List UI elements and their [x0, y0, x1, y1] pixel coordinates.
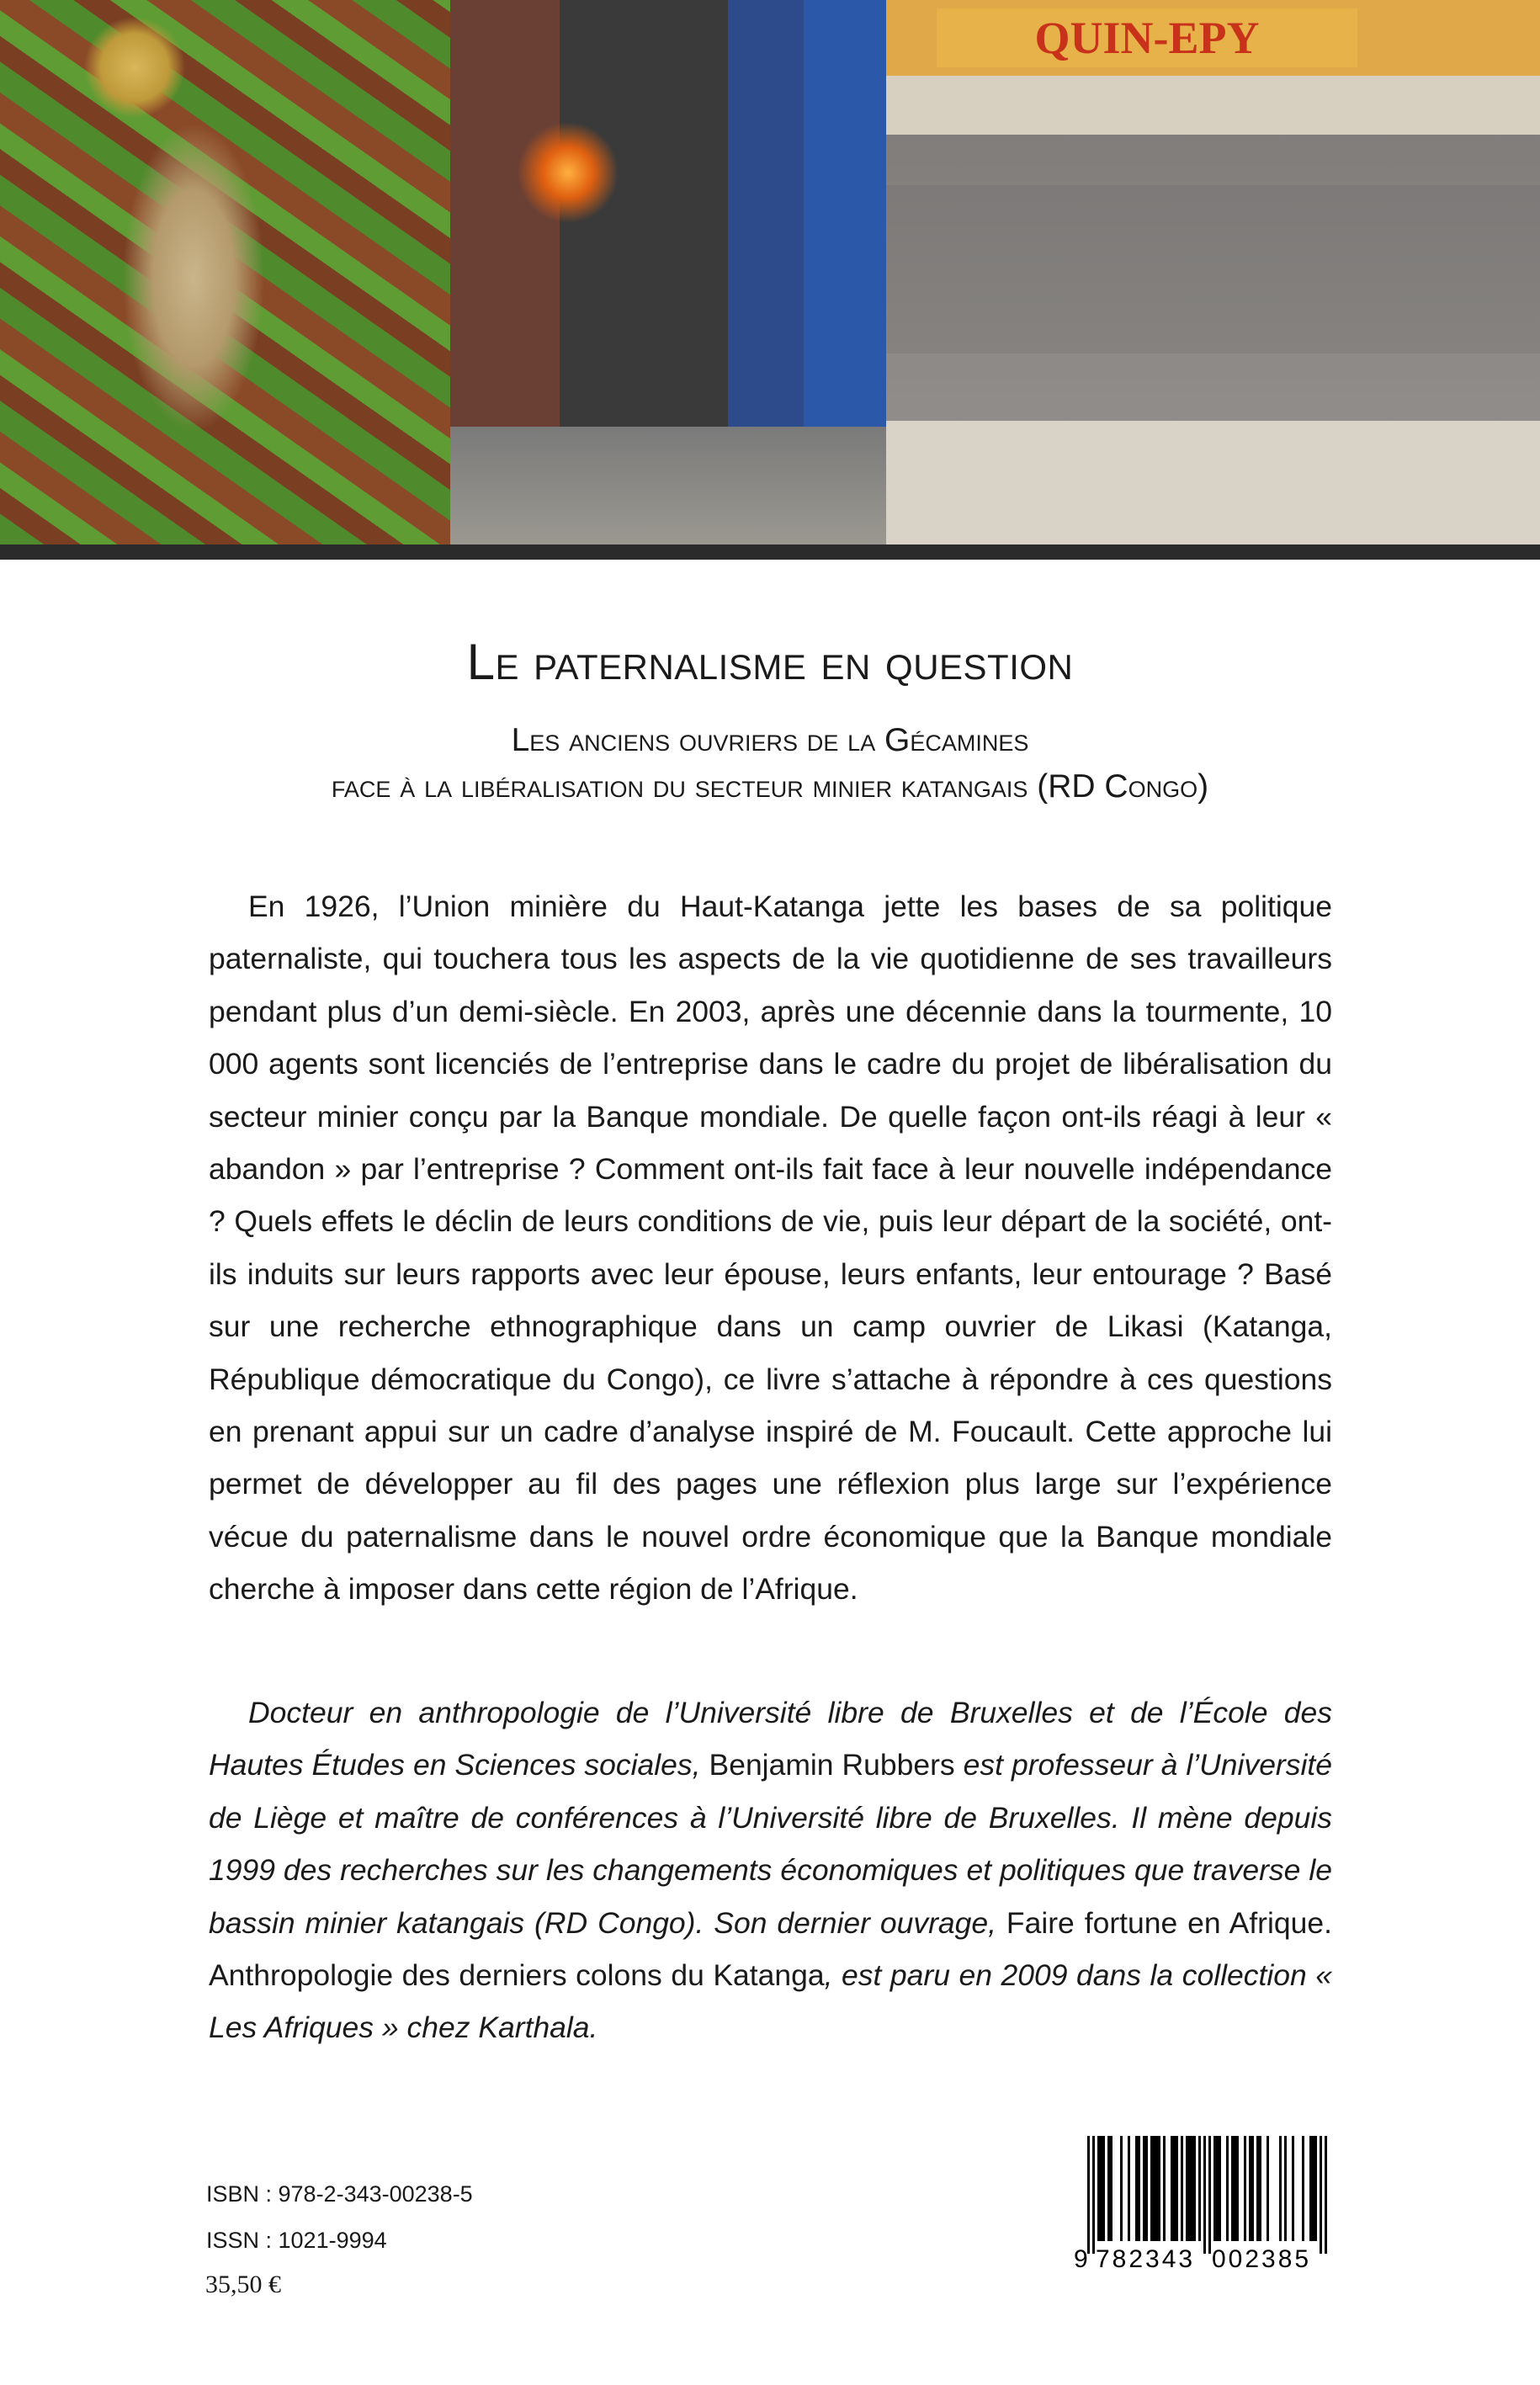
barcode	[1070, 2136, 1336, 2271]
bio-part-3: , est paru en 2009 dans la collection « Les Afriques » chez Karthala.	[209, 1958, 1332, 2045]
barcode-bar	[1193, 2136, 1196, 2241]
author-bio	[209, 1686, 1332, 2054]
barcode-bar	[1231, 2136, 1234, 2241]
barcode-bar	[1219, 2136, 1221, 2241]
barcode-bar	[1188, 2136, 1191, 2241]
barcode-bar	[1256, 2136, 1259, 2241]
photo-farmer-in-field	[0, 0, 450, 544]
barcode-bar	[1244, 2136, 1246, 2241]
crowd	[886, 135, 1540, 421]
barcode-bar	[1251, 2136, 1254, 2241]
barcode-bar	[1279, 2136, 1282, 2241]
barcode-bar	[1135, 2136, 1138, 2241]
barcode-bar	[1267, 2136, 1269, 2241]
barcode-bar	[1191, 2136, 1193, 2241]
barcode-bar	[1213, 2136, 1216, 2241]
previous-book-title: Faire fortune en Afrique. Anthropologie des derniers colons du Katanga	[209, 1905, 1332, 1993]
barcode-bar	[1309, 2136, 1312, 2241]
barcode-bar	[1102, 2136, 1105, 2241]
barcode-bar	[1325, 2136, 1327, 2254]
barcode-bar	[1259, 2136, 1261, 2241]
barcode-bar	[1186, 2136, 1188, 2241]
bio-part-1: Docteur en anthropologie de l’Université libre de Bruxelles et de l’École des Hautes Études en Sciences sociales,	[209, 1696, 1332, 1782]
barcode-bar	[1181, 2136, 1183, 2241]
barcode-bar	[1087, 2136, 1090, 2254]
barcode-bar	[1100, 2136, 1102, 2241]
barcode-bar	[1158, 2136, 1160, 2241]
book-subtitle-line-1: Les anciens ouvriers de la Gécamines	[511, 722, 1029, 758]
photo-workers-protest	[886, 0, 1540, 544]
price: 35,50 €	[205, 2271, 281, 2298]
barcode-bar	[1314, 2136, 1317, 2241]
barcode-bar	[1226, 2136, 1229, 2241]
author-name: Benjamin Rubbers	[700, 1748, 964, 1782]
barcode-bar	[1097, 2136, 1100, 2241]
barcode-bar	[1173, 2136, 1176, 2241]
barcode-bar	[1198, 2136, 1201, 2241]
barcode-bar	[1249, 2136, 1251, 2241]
cover-photo-strip	[0, 0, 1540, 544]
barcode-bar	[1092, 2136, 1095, 2254]
photo-mine-workers	[450, 0, 886, 544]
barcode-bar	[1176, 2136, 1178, 2241]
barcode-bar	[1120, 2136, 1123, 2241]
barcode-bar	[1320, 2136, 1322, 2254]
barcode-bar	[1107, 2136, 1110, 2241]
barcode-bar	[1216, 2136, 1219, 2241]
barcode-bar	[1234, 2136, 1236, 2241]
barcode-bar	[1236, 2136, 1239, 2241]
barcode-bar	[1110, 2136, 1113, 2241]
barcode-bar	[1203, 2136, 1206, 2254]
barcode-right-digits: 002385	[1212, 2245, 1312, 2271]
barcode-bar	[1312, 2136, 1314, 2241]
divider-band	[0, 544, 1540, 560]
barcode-bar	[1171, 2136, 1173, 2241]
barcode-first-digit: 9	[1074, 2245, 1088, 2271]
barcode-bar	[1284, 2136, 1287, 2241]
barcode-bar	[1208, 2136, 1211, 2254]
barcode-bar	[1163, 2136, 1166, 2241]
isbn: ISBN : 978-2-343-00238-5	[206, 2181, 473, 2207]
storefront-sign: QUIN-EPY	[937, 8, 1357, 67]
barcode-bar	[1155, 2136, 1158, 2241]
barcode-bar	[1153, 2136, 1155, 2241]
barcode-left-digits: 782343	[1096, 2245, 1196, 2271]
issn: ISSN : 1021-9994	[206, 2228, 387, 2253]
barcode-bar	[1145, 2136, 1148, 2241]
barcode-bar	[1138, 2136, 1140, 2241]
book-description: En 1926, l’Union minière du Haut-Katanga jette les bases de sa politique paternaliste, qui touchera tous les aspects de la vie quotidienne de ses travailleurs pendant plus d’un demi-siècle. En 2003, après une décennie dans la tourmente, 10 000 agents sont licenciés de l’entreprise dans le cadre du projet de libéralisation du secteur minier conçu par la Banque mondiale. De quelle façon ont-ils réagi à leur « abandon » par l’entreprise ? Comment ont-ils fait face à leur nouvelle indépendance ? Quels effets le déclin de leurs conditions de vie, puis leur départ de la société, ont-ils induits sur leurs rapports avec leur épouse, leurs enfants, leur entourage ? Basé sur une recherche ethnographique dans un camp ouvrier de Likasi (Katanga, République démocratique du Congo), ce livre s’attache à répondre à ces questions en prenant appui sur un cadre d’analyse inspiré de M. Foucault. Cette approche lui permet de développer au fil des pages une réflexion plus large sur l’expérience vécue du paternalisme dans le nouvel ordre économique que la Banque mondiale cherche à imposer dans cette région de l’Afrique.	[209, 890, 1332, 1607]
barcode-bar	[1302, 2136, 1304, 2241]
book-subtitle-line-2: face à la libéralisation du secteur minier katangais (RD Congo)	[331, 768, 1209, 805]
bio-part-2: est professeur à l’Université de Liège et maître de conférences à l’Université libre de Bruxelles. Il mène depuis 1999 des recherches sur les changements économiques et politiques que traverse le bassin minier katangais (RD Congo). Son dernier ouvrage,	[209, 1748, 1332, 1940]
barcode-bar	[1150, 2136, 1153, 2241]
barcode-bar	[1128, 2136, 1130, 2241]
barcode-bar	[1292, 2136, 1294, 2241]
barcode-bar	[1143, 2136, 1145, 2241]
book-title: Le paternalisme en question	[466, 634, 1074, 690]
